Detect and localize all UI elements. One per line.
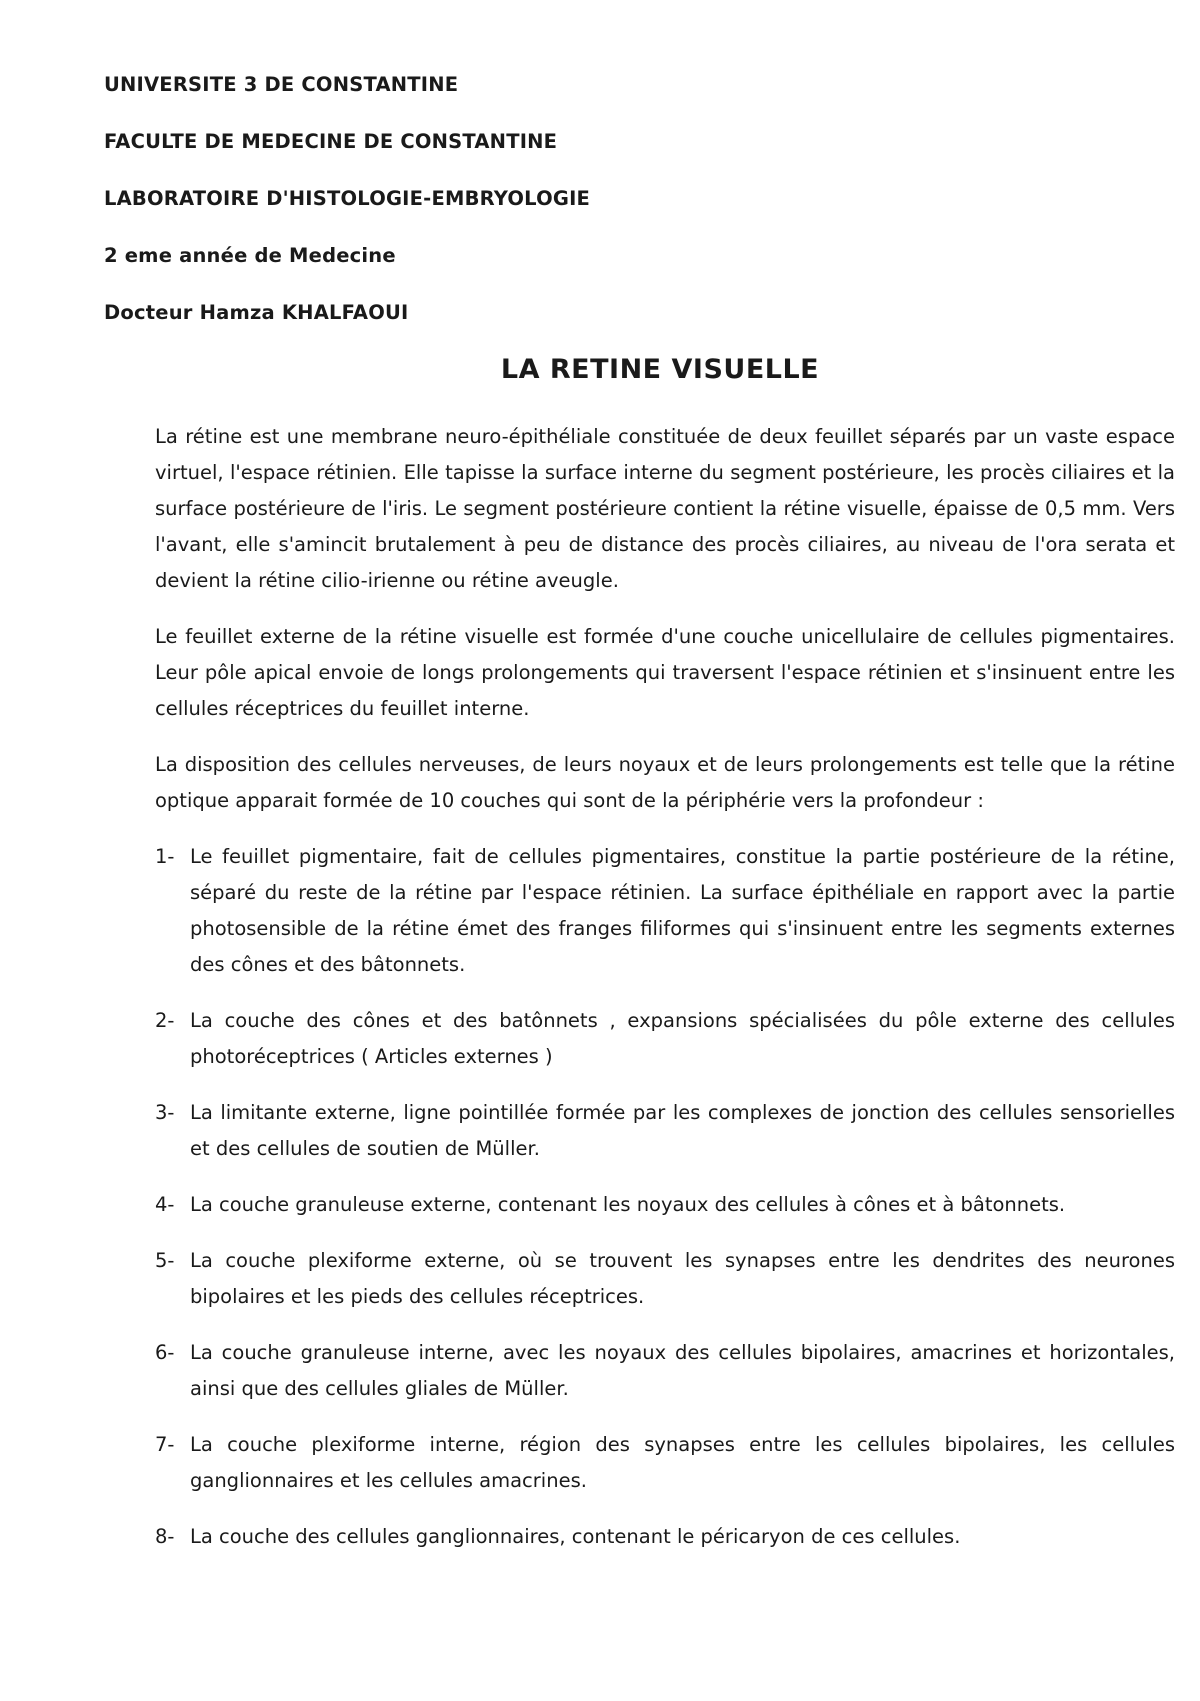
list-item	[155, 1519, 1175, 1555]
list-item-text: La couche granuleuse externe, contenant les noyaux des cellules à cônes et à bâtonnets.	[190, 1193, 1066, 1216]
list-item	[155, 839, 1175, 983]
header-author: Docteur Hamza KHALFAOUI	[104, 301, 409, 324]
paragraph-layers-intro: La disposition des cellules nerveuses, de leurs noyaux et de leurs prolongements est telle que la rétine optique apparait formée de 10 couches qui sont de la périphérie vers la profondeur :	[155, 753, 1175, 812]
list-item	[155, 1243, 1175, 1315]
header-laboratory: LABORATOIRE D'HISTOLOGIE-EMBRYOLOGIE	[104, 187, 591, 210]
document-title: LA RETINE VISUELLE	[500, 354, 820, 385]
list-item-text: La couche des cônes et des batônnets , expansions spécialisées du pôle externe des cellules photoréceptrices ( Articles externes )	[190, 1009, 1175, 1068]
list-item	[155, 1427, 1175, 1499]
layers-list	[155, 839, 1175, 1555]
header-university: UNIVERSITE 3 DE CONSTANTINE	[104, 73, 459, 96]
list-item-number: 8-	[155, 1525, 175, 1548]
list-item-number: 3-	[155, 1101, 175, 1124]
document-body	[155, 419, 1175, 1575]
list-item-text: La couche plexiforme interne, région des synapses entre les cellules bipolaires, les cellules ganglionnaires et les cellules amacrines.	[190, 1433, 1175, 1492]
list-item-text: La couche des cellules ganglionnaires, contenant le péricaryon de ces cellules.	[190, 1525, 961, 1548]
paragraph-outer-layer: Le feuillet externe de la rétine visuelle est formée d'une couche unicellulaire de cellules pigmentaires. Leur pôle apical envoie de longs prolongements qui traversent l'espace rétinien et s'insinuent entre les cellules réceptrices du feuillet interne.	[155, 625, 1175, 720]
list-item-number: 5-	[155, 1249, 175, 1272]
list-item-number: 1-	[155, 845, 175, 868]
list-item-text: La couche plexiforme externe, où se trouvent les synapses entre les dendrites des neurones bipolaires et les pieds des cellules réceptrices.	[190, 1249, 1175, 1308]
paragraph-intro: La rétine est une membrane neuro-épithéliale constituée de deux feuillet séparés par un vaste espace virtuel, l'espace rétinien. Elle tapisse la surface interne du segment postérieure, les procès ciliaires et la surface postérieure de l'iris. Le segment postérieure contient la rétine visuelle, épaisse de 0,5 mm. Vers l'avant, elle s'amincit brutalement à peu de distance des procès ciliaires, au niveau de l'ora serata et devient la rétine cilio-irienne ou rétine aveugle.	[155, 425, 1175, 592]
list-item-number: 2-	[155, 1009, 175, 1032]
list-item-text: La limitante externe, ligne pointillée formée par les complexes de jonction des cellules sensorielles et des cellules de soutien de Müller.	[190, 1101, 1175, 1160]
list-item	[155, 1335, 1175, 1407]
list-item	[155, 1003, 1175, 1075]
header-year: 2 eme année de Medecine	[104, 244, 396, 267]
list-item-text: Le feuillet pigmentaire, fait de cellules pigmentaires, constitue la partie postérieure de la rétine, séparé du reste de la rétine par l'espace rétinien. La surface épithéliale en rapport avec la partie photosensible de la rétine émet des franges filiformes qui s'insinuent entre les segments externes des cônes et des bâtonnets.	[190, 845, 1175, 976]
list-item-number: 6-	[155, 1341, 175, 1364]
list-item-number: 4-	[155, 1193, 175, 1216]
header-faculty: FACULTE DE MEDECINE DE CONSTANTINE	[104, 130, 558, 153]
list-item	[155, 1187, 1175, 1223]
list-item-text: La couche granuleuse interne, avec les noyaux des cellules bipolaires, amacrines et horizontales, ainsi que des cellules gliales de Müller.	[190, 1341, 1175, 1400]
list-item-number: 7-	[155, 1433, 175, 1456]
document-header	[104, 72, 804, 357]
list-item	[155, 1095, 1175, 1167]
